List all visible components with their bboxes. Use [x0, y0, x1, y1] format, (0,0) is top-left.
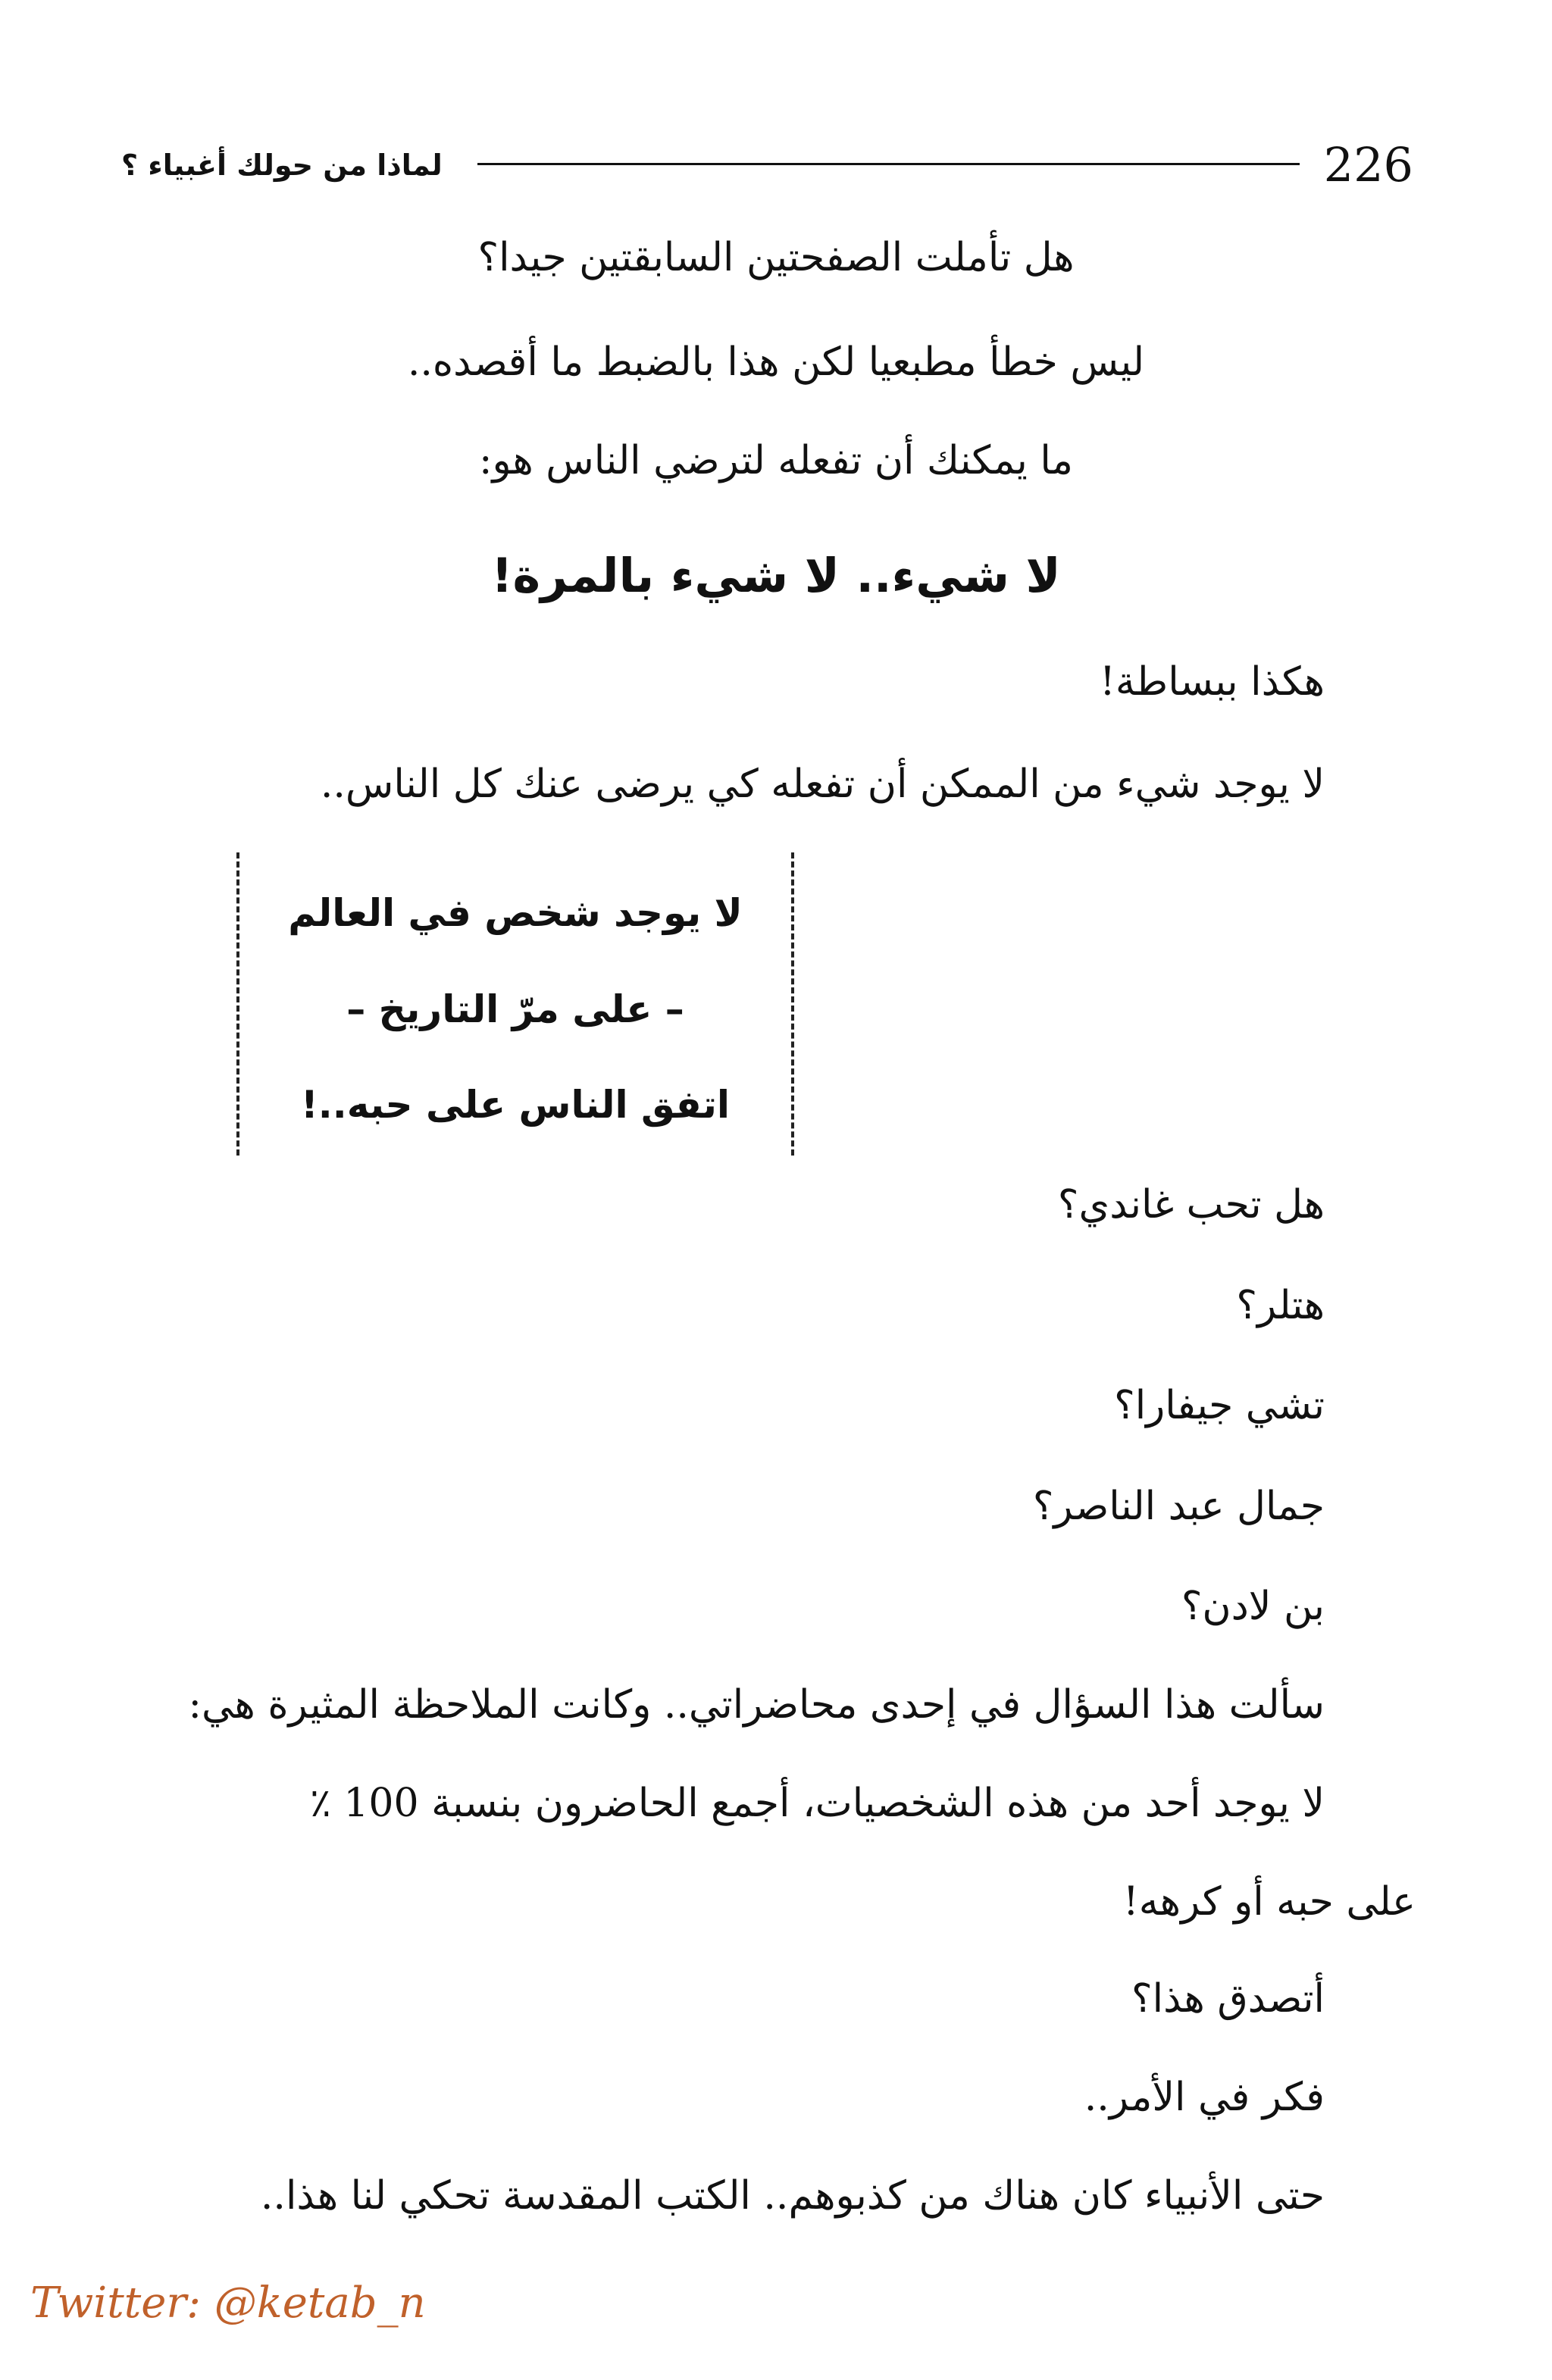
body-line: لا يوجد شيء من الممكن أن تفعله كي يرضى عنك كل الناس.. — [320, 762, 1325, 807]
quote-line: لا يوجد شخص في العالم — [288, 891, 743, 935]
quote-box — [236, 852, 794, 1156]
page-number: 226 — [1323, 137, 1413, 192]
question-line: هل تحب غاندي؟ — [1057, 1182, 1325, 1228]
headline: لا شيء.. لا شيء بالمرة! — [491, 548, 1061, 603]
quote-line: – على مرّ التاريخ – — [346, 987, 684, 1031]
body-line: ليس خطأ مطبعيا لكن هذا بالضبط ما أقصده.. — [407, 339, 1145, 385]
body-line: سألت هذا السؤال في إحدى محاضراتي.. وكانت الملاحظة المثيرة هي: — [188, 1682, 1325, 1728]
question-line: تشي جيفارا؟ — [1114, 1383, 1325, 1428]
body-line: فكر في الأمر.. — [1084, 2075, 1325, 2120]
body-line: لا يوجد أحد من هذه الشخصيات، أجمع الحاضرون بنسبة 100 ٪ — [309, 1781, 1325, 1826]
body-line: هكذا ببساطة! — [1100, 659, 1325, 705]
question-line: بن لادن؟ — [1181, 1584, 1325, 1629]
body-line: ما يمكنك أن تفعله لترضي الناس هو: — [478, 438, 1074, 483]
body-line: حتى الأنبياء كان هناك من كذبوهم.. الكتب المقدسة تحكي لنا هذا.. — [260, 2173, 1325, 2219]
question-line: جمال عبد الناصر؟ — [1032, 1484, 1325, 1529]
watermark: Twitter: @ketab_n — [30, 2278, 426, 2328]
header-rule — [477, 163, 1300, 165]
body-line: على حبه أو كرهه! — [1122, 1879, 1416, 1925]
quote-line: اتفق الناس على حبه..! — [301, 1083, 730, 1127]
running-title: لماذا من حولك أغبياء ؟ — [121, 149, 443, 182]
body-line: هل تأملت الصفحتين السابقتين جيدا؟ — [477, 235, 1075, 280]
page-header — [121, 133, 1413, 201]
body-line: أتصدق هذا؟ — [1131, 1976, 1325, 2022]
question-line: هتلر؟ — [1236, 1283, 1325, 1328]
